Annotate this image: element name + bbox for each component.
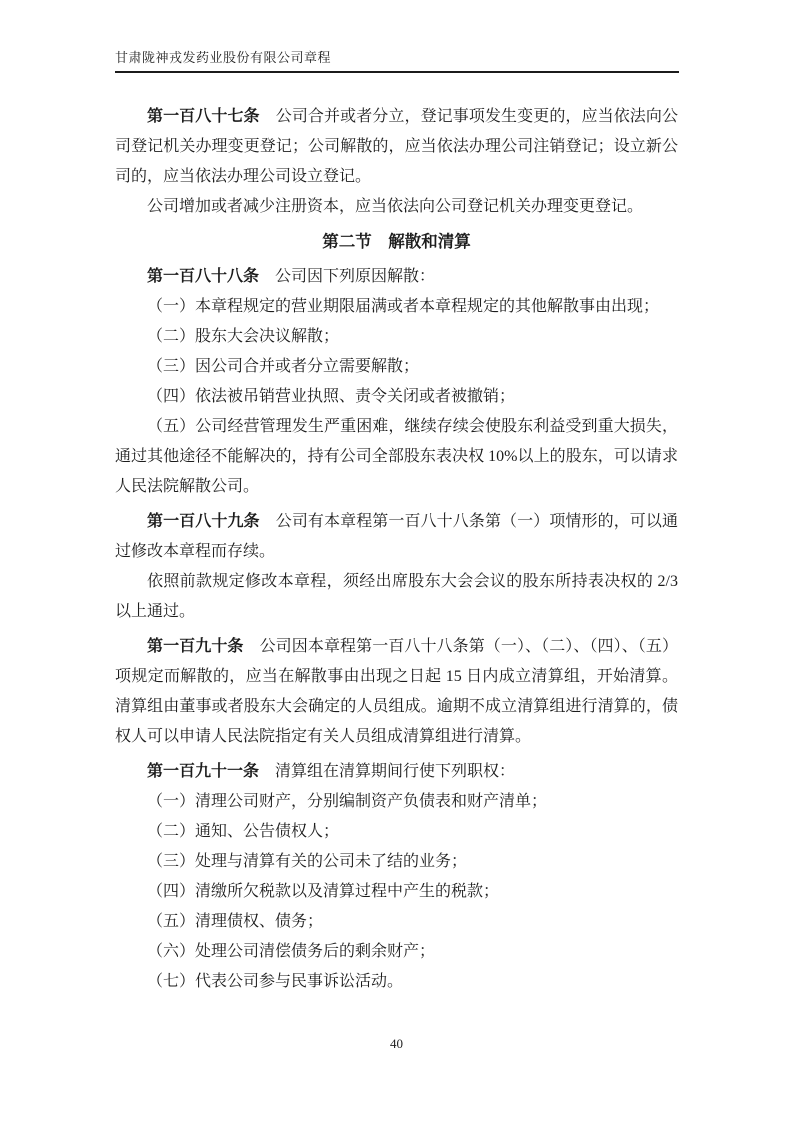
article-number: 第一百九十条 — [147, 638, 244, 655]
page-header — [115, 50, 679, 73]
paragraph — [115, 262, 678, 292]
paragraph — [115, 192, 678, 222]
text-run: （二）股东大会决议解散； — [147, 328, 340, 345]
paragraph — [115, 937, 678, 967]
article-number: 第一百九十一条 — [147, 763, 260, 780]
paragraph — [115, 847, 678, 877]
text-run: （一）清理公司财产，分别编制资产负债表和财产清单； — [147, 793, 548, 810]
text-run: 公司合并或者分立，登记事项发生变更的，应当依法向公司登记机关办理变更登记；公司解散的，应当依法办理公司注销登记；设立新公司的，应当依法办理公司设立登记。 — [115, 108, 678, 185]
text-run: 公司有本章程第一百八十八条第（一）项情形的，可以通过修改本章程而存续。 — [115, 513, 678, 560]
paragraph — [115, 292, 678, 322]
header-title: 甘肃陇神戎发药业股份有限公司章程 — [115, 50, 332, 65]
heading-text: 第二节 解散和清算 — [322, 232, 471, 251]
text-run: 依照前款规定修改本章程，须经出席股东大会会议的股东所持表决权的 2/3 以上通过。 — [115, 573, 678, 620]
text-run: （四）依法被吊销营业执照、责令关闭或者被撤销； — [147, 388, 516, 405]
paragraph — [115, 787, 678, 817]
text-run: （三）处理与清算有关的公司未了结的业务； — [147, 853, 468, 870]
paragraph — [115, 757, 678, 787]
text-run: （五）清理债权、债务； — [147, 913, 324, 930]
article-number: 第一百八十九条 — [147, 513, 260, 530]
section-heading — [115, 227, 678, 257]
paragraph — [115, 322, 678, 352]
paragraph — [115, 352, 678, 382]
paragraph — [115, 877, 678, 907]
text-run: （三）因公司合并或者分立需要解散； — [147, 358, 420, 375]
paragraph — [115, 632, 678, 752]
paragraph — [115, 102, 678, 192]
paragraph — [115, 817, 678, 847]
paragraph — [115, 567, 678, 627]
article-number: 第一百八十八条 — [147, 268, 260, 285]
page-footer — [0, 1036, 793, 1052]
paragraph — [115, 967, 678, 997]
paragraph — [115, 382, 678, 412]
article-number: 第一百八十七条 — [147, 108, 260, 125]
text-run: （六）处理公司清偿债务后的剩余财产； — [147, 943, 436, 960]
paragraph — [115, 412, 678, 502]
page-number: 40 — [390, 1036, 403, 1051]
text-run: 公司增加或者减少注册资本，应当依法向公司登记机关办理变更登记。 — [147, 198, 644, 215]
document-body — [115, 102, 678, 997]
text-run: （四）清缴所欠税款以及清算过程中产生的税款； — [147, 883, 500, 900]
text-run: 清算组在清算期间行使下列职权： — [259, 763, 516, 780]
text-run: （五）公司经营管理发生严重困难，继续存续会使股东利益受到重大损失，通过其他途径不能解决的，持有公司全部股东表决权 10%以上的股东，可以请求人民法院解散公司。 — [115, 418, 678, 495]
text-run: （七）代表公司参与民事诉讼活动。 — [147, 973, 404, 990]
paragraph — [115, 907, 678, 937]
text-run: 公司因下列原因解散： — [259, 268, 436, 285]
text-run: （一）本章程规定的营业期限届满或者本章程规定的其他解散事由出现； — [147, 298, 660, 315]
text-run: 公司因本章程第一百八十八条第（一）、（二）、（四）、（五）项规定而解散的，应当在解散事由出现之日起 15 日内成立清算组，开始清算。清算组由董事或者股东大会确定的人员组成。逾期不成立清算组进行清算的，债权人可以申请人民法院指定有关人员组成清算组进行清算。 — [115, 638, 678, 745]
paragraph — [115, 507, 678, 567]
text-run: （二）通知、公告债权人； — [147, 823, 340, 840]
